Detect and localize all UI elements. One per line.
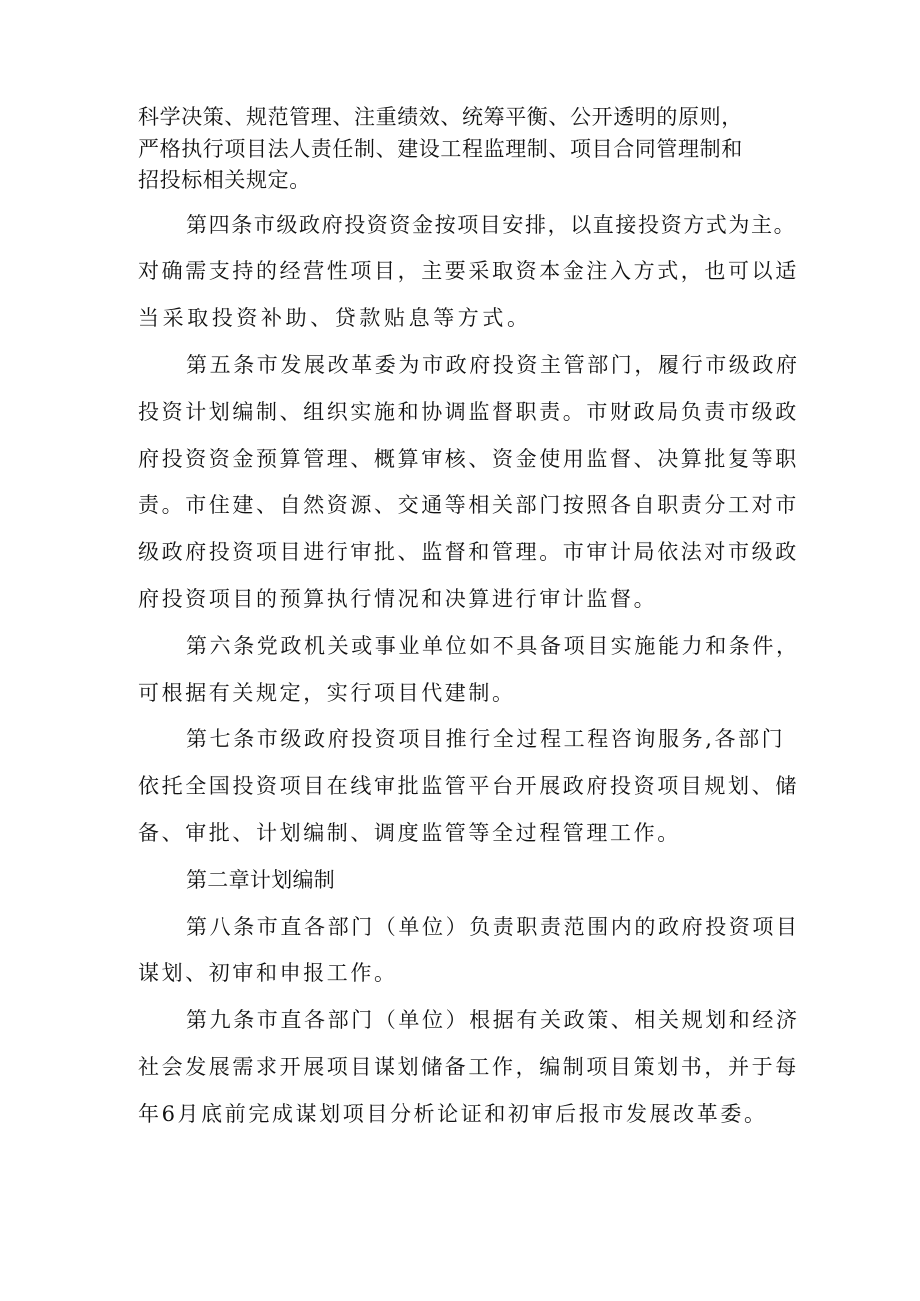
article-5-line: 第五条市发展改革委为市政府投资主管部门，履行市级政府 [186, 353, 800, 377]
article-5-line: 级政府投资项目进行审批、监督和管理。市审计局依法对市级政 [138, 540, 799, 564]
article-7-line: 第七条市级政府投资项目推行全过程工程咨询服务,各部门 [186, 727, 786, 751]
article-8-line: 第八条市直各部门（单位）负责职责范围内的政府投资项目 [186, 915, 800, 939]
text-line: 招投标相关规定。 [138, 168, 311, 192]
text-line: 严格执行项目法人责任制、建设工程监理制、项目合同管理制和 [138, 137, 743, 161]
article-5-line: 责。市住建、自然资源、交通等相关部门按照各自职责分工对市 [138, 493, 799, 517]
chapter-heading: 第二章计划编制 [186, 868, 336, 892]
article-9-line: 第九条市直各部门（单位）根据有关政策、相关规划和经济 [186, 1008, 800, 1032]
article-4-line: 对确需支持的经营性项目，主要采取资本金注入方式，也可以适 [138, 259, 799, 283]
article-6-line: 第六条党政机关或事业单位如不具备项目实施能力和条件， [186, 634, 800, 658]
article-5-line: 府投资项目的预算执行情况和决算进行审计监督。 [138, 587, 658, 611]
text-line: 科学决策、规范管理、注重绩效、统筹平衡、公开透明的原则， [138, 105, 743, 129]
article-5-line: 府投资资金预算管理、概算审核、资金使用监督、决算批复等职 [138, 447, 799, 471]
article-4-line: 第四条市级政府投资资金按项目安排，以直接投资方式为主。 [186, 213, 797, 237]
article-5-line: 投资计划编制、组织实施和协调监督职责。市财政局负责市级政 [138, 400, 799, 424]
article-9-line: 社会发展需求开展项目谋划储备工作，编制项目策划书，并于每 [138, 1055, 799, 1079]
article-7-line: 备、审批、计划编制、调度监管等全过程管理工作。 [138, 821, 681, 845]
article-8-line: 谋划、初审和申报工作。 [138, 961, 398, 985]
article-6-line: 可根据有关规定，实行项目代建制。 [138, 681, 516, 705]
article-9-line: 年6月底前完成谋划项目分析论证和初审后报市发展改革委。 [138, 1102, 768, 1126]
article-4-line: 当采取投资补助、贷款贴息等方式。 [138, 306, 532, 330]
article-7-line: 依托全国投资项目在线审批监管平台开展政府投资项目规划、储 [138, 774, 799, 798]
